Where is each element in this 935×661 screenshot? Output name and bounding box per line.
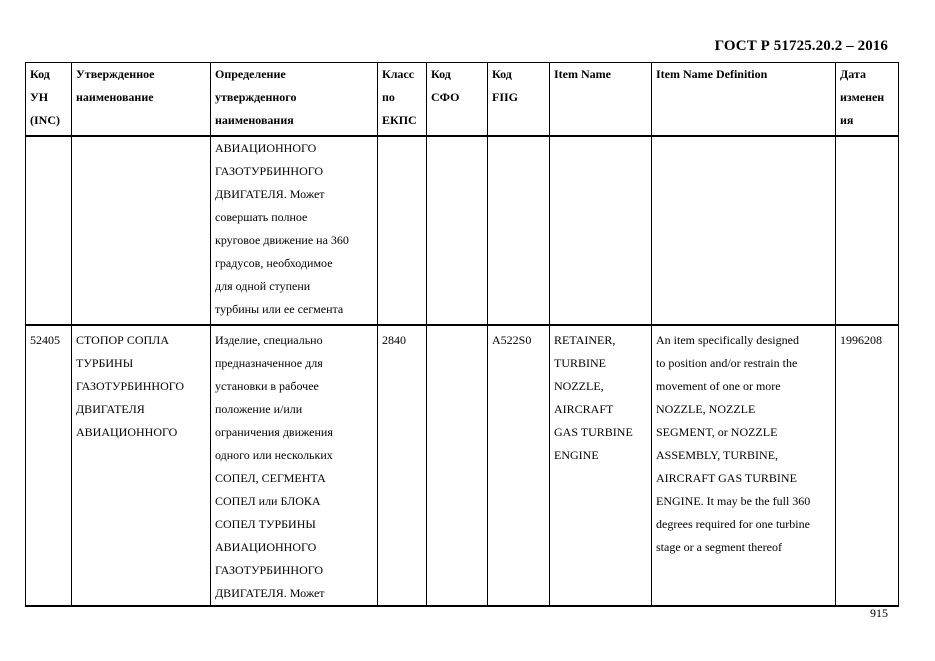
table-cell	[836, 136, 899, 325]
table-cell	[427, 325, 488, 606]
table-header-row	[26, 63, 899, 137]
table-row	[26, 136, 899, 325]
column-header-change-date: Дата изменен ия	[836, 63, 899, 137]
table-cell: A522S0	[488, 325, 550, 606]
column-header-item-name: Item Name	[550, 63, 652, 137]
table-cell: АВИАЦИОННОГО ГАЗОТУРБИННОГО ДВИГАТЕЛЯ. Может совершать полное круговое движение на 360 градусов, необходимое для одной ступени турбины или ее сегмента	[211, 136, 378, 325]
table-cell: RETAINER, TURBINE NOZZLE, AIRCRAFT GAS TURBINE ENGINE	[550, 325, 652, 606]
column-header-fiig-code: Код FIIG	[488, 63, 550, 137]
table-cell	[378, 136, 427, 325]
page-number: 915	[870, 606, 888, 620]
document-standard-header: ГОСТ Р 51725.20.2 – 2016	[714, 38, 888, 54]
table-cell: 1996208	[836, 325, 899, 606]
table-cell: СТОПОР СОПЛА ТУРБИНЫ ГАЗОТУРБИННОГО ДВИГАТЕЛЯ АВИАЦИОННОГО	[72, 325, 211, 606]
column-header-ekps-class: Класс по ЕКПС	[378, 63, 427, 137]
table-cell	[550, 136, 652, 325]
column-header-sfo-code: Код СФО	[427, 63, 488, 137]
table-cell: 52405	[26, 325, 72, 606]
table-cell: An item specifically designed to position and/or restrain the movement of one or more NOZZLE, NOZZLE SEGMENT, or NOZZLE ASSEMBLY, TURBINE, AIRCRAFT GAS TURBINE ENGINE. It may be the full 360 degrees required for one turbine stage or a segment thereof	[652, 325, 836, 606]
column-header-name-definition: Определение утвержденного наименования	[211, 63, 378, 137]
table-cell: Изделие, специально предназначенное для установки в рабочее положение и/или ограничения движения одного или нескольких СОПЕЛ, СЕГМЕНТА СОПЕЛ или БЛОКА СОПЕЛ ТУРБИНЫ АВИАЦИОННОГО ГАЗОТУРБИННОГО ДВИГАТЕЛЯ. Может	[211, 325, 378, 606]
item-name-table	[25, 62, 899, 607]
column-header-inc-code: Код УН (INC)	[26, 63, 72, 137]
table-cell	[652, 136, 836, 325]
column-header-approved-name: Утвержденное наименование	[72, 63, 211, 137]
column-header-item-name-definition: Item Name Definition	[652, 63, 836, 137]
table-cell	[26, 136, 72, 325]
table-cell	[427, 136, 488, 325]
table-cell	[488, 136, 550, 325]
table-cell: 2840	[378, 325, 427, 606]
table-cell	[72, 136, 211, 325]
table-row	[26, 325, 899, 606]
